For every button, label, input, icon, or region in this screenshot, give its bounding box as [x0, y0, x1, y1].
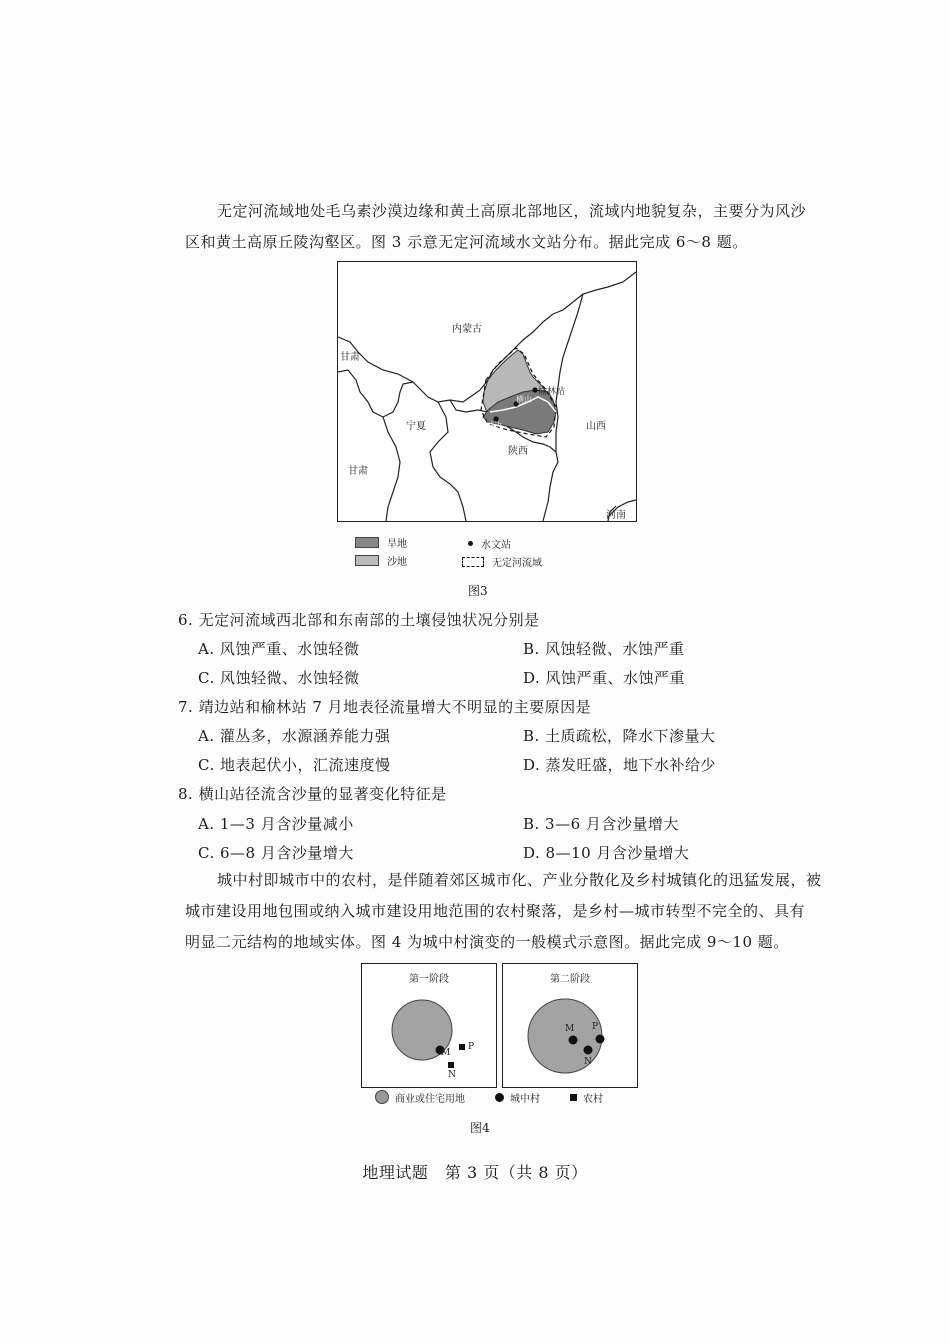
label-shanxi: 山西	[586, 421, 606, 432]
stage-1-svg	[362, 964, 496, 1087]
label-jingbian-station: 靖边	[486, 421, 502, 430]
map-svg	[338, 262, 636, 521]
question-7-option-a: A. 灌丛多，水源涵养能力强	[198, 727, 391, 745]
label-ningxia: 宁夏	[406, 421, 426, 432]
question-8-option-d: D. 8—10 月含沙量增大	[523, 844, 690, 862]
figure-4-legend	[375, 1088, 635, 1106]
stage-1-village-P	[459, 1044, 465, 1050]
label-hengshan-station: 横山	[516, 395, 532, 404]
legend-station	[468, 536, 511, 551]
boundary-shanxi-west	[556, 294, 583, 452]
figure-3-legend	[355, 535, 595, 571]
stage-1-label-P: P	[468, 1042, 475, 1052]
station-yulin	[532, 387, 537, 392]
sand-swatch	[355, 555, 379, 566]
legend-sand-label: 沙地	[387, 557, 407, 568]
stage-2-urban-village-N	[584, 1046, 593, 1055]
question-8-option-b: B. 3—6 月含沙量增大	[523, 815, 679, 833]
legend-urban-village-label: 城中村	[510, 1093, 540, 1105]
question-7-option-c: C. 地表起伏小，汇流速度慢	[198, 756, 391, 774]
stage-2-label-N: N	[584, 1057, 592, 1067]
intro2-line2: 城市建设用地包围或纳入城市建设用地范围的农村聚落，是乡村—城市转型不完全的、具有	[185, 902, 806, 920]
basin-dash-icon	[462, 557, 484, 567]
legend-village-label: 农村	[583, 1093, 603, 1105]
label-gansu-bottom: 甘肃	[348, 466, 368, 477]
legend-basin	[462, 554, 542, 569]
question-8-option-c: C. 6—8 月含沙量增大	[198, 844, 354, 862]
question-7-option-d: D. 蒸发旺盛，地下水补给少	[523, 756, 717, 774]
page-footer: 地理试题 第 3 页（共 8 页）	[362, 1163, 588, 1182]
question-7-stem: 7. 靖边站和榆林站 7 月地表径流量增大不明显的主要原因是	[178, 698, 592, 716]
question-6-stem: 6. 无定河流域西北部和东南部的土壤侵蚀状况分别是	[178, 611, 540, 629]
label-yulin-station: 榆林站	[538, 387, 566, 397]
urban-village-swatch	[495, 1093, 504, 1102]
question-7-option-b: B. 土质疏松，降水下渗量大	[523, 727, 716, 745]
intro2-line1: 城中村即城市中的农村，是伴随着郊区城市化、产业分散化及乡村城镇化的迅猛发展，被	[217, 871, 822, 889]
boundary-ningxia-east	[430, 402, 466, 521]
question-8-stem: 8. 横山站径流含沙量的显著变化特征是	[178, 785, 447, 803]
figure-3-map	[337, 261, 637, 522]
stage-1-label-M: M	[441, 1048, 451, 1058]
boundary-ningxia-west	[383, 417, 400, 521]
dry-land-swatch	[355, 537, 379, 548]
label-gansu-top: 甘肃	[340, 352, 360, 363]
intro1-line1: 无定河流域地处毛乌素沙漠边缘和黄土高原北部地区，流域内地貌复杂，主要分为风沙	[217, 202, 807, 220]
stage-1-title: 第一阶段	[409, 974, 449, 985]
question-8-option-a: A. 1—3 月含沙量减小	[198, 815, 354, 833]
stage-1-label-N: N	[448, 1070, 456, 1080]
question-6-option-a: A. 风蚀严重、水蚀轻微	[198, 640, 360, 658]
question-6-option-b: B. 风蚀轻微、水蚀严重	[523, 640, 685, 658]
figure-4-caption: 图4	[470, 1121, 490, 1135]
question-6-option-d: D. 风蚀严重、水蚀严重	[523, 669, 686, 687]
legend-sand	[355, 553, 407, 568]
figure-4	[361, 963, 638, 1088]
village-swatch	[570, 1094, 577, 1101]
legend-basin-label: 无定河流域	[492, 558, 542, 569]
intro1-line2: 区和黄土高原丘陵沟壑区。图 3 示意无定河流域水文站分布。据此完成 6～8 题。	[185, 233, 748, 251]
legend-dry-label: 旱地	[387, 539, 407, 550]
intro-paragraph-2	[185, 865, 835, 958]
stage-2-label-M: M	[565, 1024, 575, 1034]
question-6-option-c: C. 风蚀轻微、水蚀轻微	[198, 669, 360, 687]
stage-1-panel	[361, 963, 497, 1088]
station-dot-icon	[468, 541, 473, 546]
legend-station-label: 水文站	[481, 540, 511, 551]
label-henan: 河南	[606, 510, 626, 521]
legend-dry	[355, 535, 407, 550]
stage-2-urban-village-M	[569, 1036, 578, 1045]
commercial-swatch	[375, 1090, 389, 1104]
label-inner-mongolia: 内蒙古	[452, 324, 482, 335]
intro-paragraph-1	[185, 196, 835, 258]
stage-1-village-N	[448, 1062, 454, 1068]
legend-commercial-label: 商业或住宅用地	[395, 1093, 465, 1105]
boundary-gansu-top	[338, 370, 413, 417]
stage-2-title: 第二阶段	[550, 974, 590, 985]
stage-2-urban-village-P	[596, 1035, 605, 1044]
stage-2-panel	[502, 963, 638, 1088]
intro2-line3: 明显二元结构的地域实体。图 4 为城中村演变的一般模式示意图。据此完成 9～10 题。	[185, 933, 789, 951]
stage-2-label-P: P	[592, 1022, 599, 1032]
figure-3-caption: 图3	[468, 584, 488, 598]
label-shaanxi: 陕西	[508, 446, 528, 457]
boundary-inner-mongolia-south	[338, 337, 480, 402]
